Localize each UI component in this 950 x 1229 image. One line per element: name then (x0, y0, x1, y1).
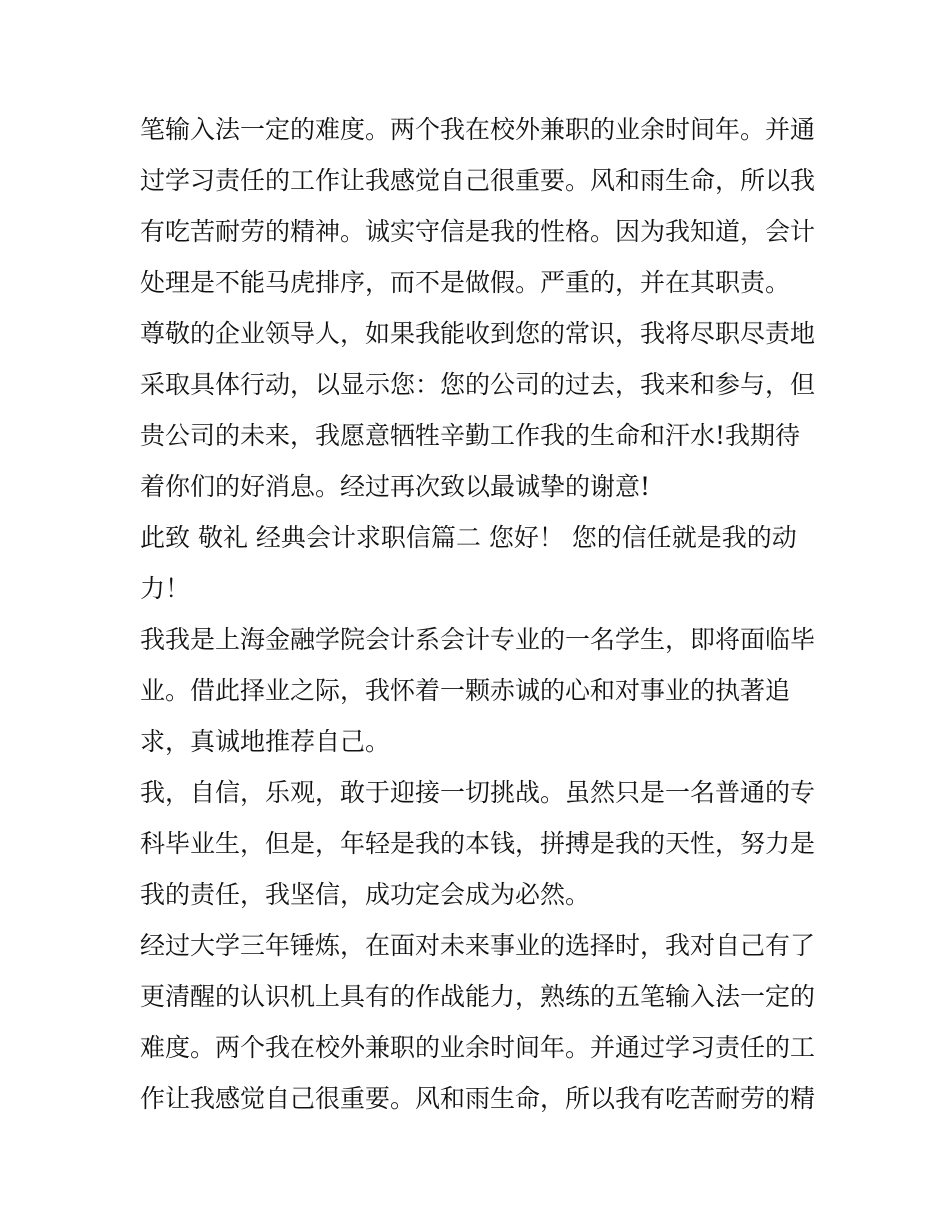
text-line: 着你们的好消息。经过再次致以最诚挚的谢意! (140, 472, 651, 501)
text-line: 笔输入法一定的难度。两个我在校外兼职的业余时间年。并通 (140, 115, 816, 144)
text-line: 业。借此择业之际，我怀着一颗赤诚的心和对事业的执著追 (140, 676, 791, 705)
text-line: 难度。两个我在校外兼职的业余时间年。并通过学习责任的工 (140, 1033, 816, 1062)
paragraph-2 (140, 308, 820, 512)
text-line: 科毕业生，但是，年轻是我的本钱，拼搏是我的天性，努力是 (140, 829, 816, 858)
document-body (140, 104, 820, 1124)
text-line: 我，自信，乐观，敢于迎接一切挑战。虽然只是一名普通的专 (140, 778, 816, 807)
text-line: 求，真诚地推荐自己。 (140, 727, 391, 756)
text-line: 采取具体行动，以显示您：您的公司的过去，我来和参与，但 (140, 370, 816, 399)
text-line: 尊敬的企业领导人，如果我能收到您的常识，我将尽职尽责地 (140, 319, 816, 348)
text-line: 过学习责任的工作让我感觉自己很重要。风和雨生命，所以我 (140, 166, 816, 195)
paragraph-4 (140, 614, 820, 767)
text-line: 此致 敬礼 经典会计求职信篇二 您好！ 您的信任就是我的动 (140, 523, 797, 552)
text-line: 我我是上海金融学院会计系会计专业的一名学生，即将面临毕 (140, 625, 816, 654)
text-line: 贵公司的未来，我愿意牺牲辛勤工作我的生命和汗水!我期待 (140, 421, 801, 450)
paragraph-6 (140, 920, 820, 1124)
text-line: 力！ (140, 574, 191, 603)
paragraph-1 (140, 104, 820, 308)
paragraph-5 (140, 767, 820, 920)
text-line: 有吃苦耐劳的精神。诚实守信是我的性格。因为我知道，会计 (140, 217, 816, 246)
text-line: 我的责任，我坚信，成功定会成为必然。 (140, 880, 591, 909)
text-line: 处理是不能马虎排序，而不是做假。严重的，并在其职责。 (140, 268, 791, 297)
text-line: 更清醒的认识机上具有的作战能力，熟练的五笔输入法一定的 (140, 982, 816, 1011)
paragraph-3 (140, 512, 820, 614)
text-line: 作让我感觉自己很重要。风和雨生命，所以我有吃苦耐劳的精 (140, 1084, 816, 1113)
text-line: 经过大学三年锤炼，在面对未来事业的选择时，我对自己有了 (140, 931, 816, 960)
